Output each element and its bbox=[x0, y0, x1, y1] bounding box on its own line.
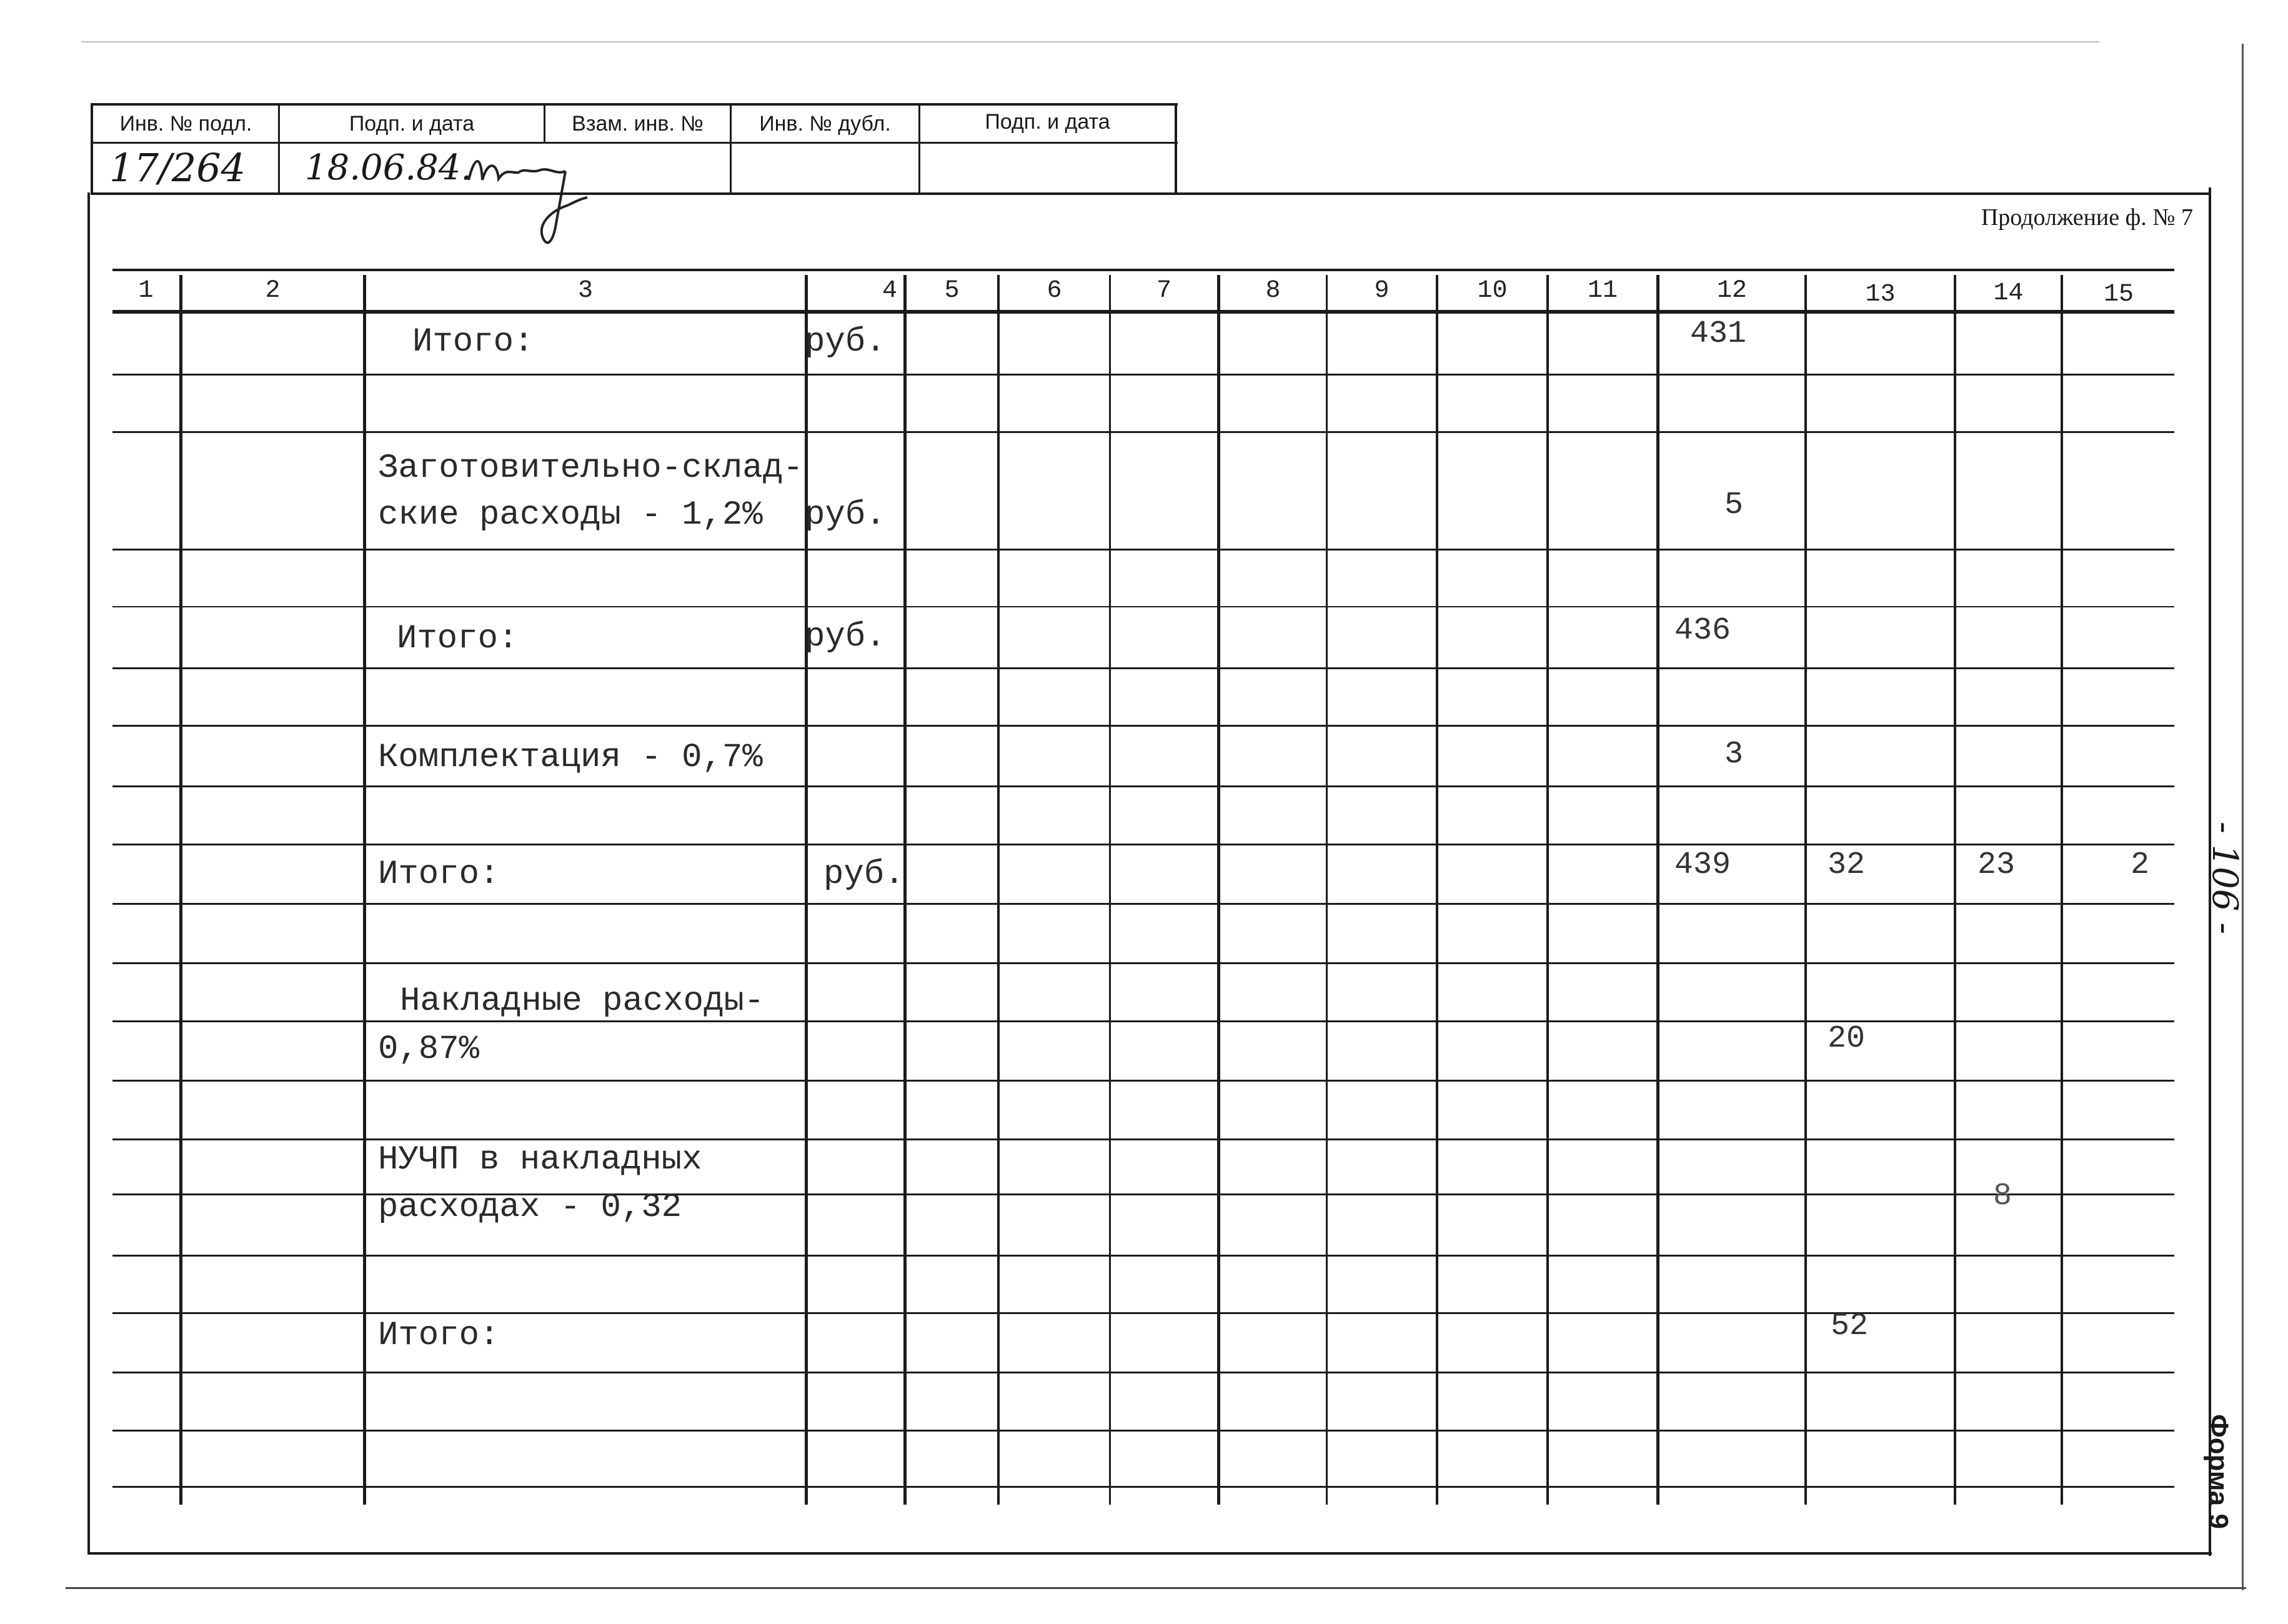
col-num-15: 15 bbox=[2103, 281, 2134, 309]
row-6-name-line-1: Накладные расходы- bbox=[400, 982, 765, 1020]
stamp-header-sign-date-2: Подп. и дата bbox=[985, 110, 1110, 134]
row-5-name: Итого: bbox=[378, 855, 500, 894]
stamp-header-inv-no: Инв. № подл. bbox=[119, 112, 252, 136]
stamp-header-duplicate-inv: Инв. № дубл. bbox=[759, 112, 891, 136]
row-4-col12: 3 bbox=[1724, 737, 1744, 772]
row-8-col13: 52 bbox=[1831, 1308, 1869, 1344]
row-5-col14: 23 bbox=[1977, 847, 2016, 883]
col-num-9: 9 bbox=[1374, 277, 1390, 305]
row-6-name-line-2: 0,87% bbox=[378, 1030, 480, 1069]
col-num-8: 8 bbox=[1265, 277, 1281, 305]
stamp-sign-date: 18.06.84. bbox=[305, 147, 472, 188]
row-1-name: Итого: bbox=[412, 323, 534, 361]
row-1-unit: руб. bbox=[805, 323, 886, 361]
row-2-name-line-1: Заготовительно-склад- bbox=[378, 449, 803, 487]
stamp-header-sign-date: Подп. и дата bbox=[349, 112, 475, 136]
row-5-col15: 2 bbox=[2131, 847, 2150, 883]
continuation-label: Продолжение ф. № 7 bbox=[1981, 204, 2193, 231]
col-num-12: 12 bbox=[1716, 277, 1747, 305]
col-num-5: 5 bbox=[944, 277, 960, 305]
col-num-4: 4 bbox=[882, 277, 897, 305]
row-4-name: Комплектация - 0,7% bbox=[378, 739, 763, 777]
row-2-unit: руб. bbox=[805, 496, 886, 534]
col-num-1: 1 bbox=[138, 277, 154, 305]
row-7-name-line-2: расходах - 0,32 bbox=[378, 1188, 682, 1227]
row-5-unit: руб. bbox=[823, 855, 905, 894]
signature bbox=[462, 149, 612, 255]
row-3-col12: 436 bbox=[1674, 613, 1731, 649]
row-6-col13: 20 bbox=[1828, 1021, 1866, 1057]
col-num-10: 10 bbox=[1477, 277, 1508, 305]
row-3-unit: руб. bbox=[805, 618, 886, 656]
stamp-inv-number: 17/264 bbox=[109, 145, 246, 191]
page-number: - 106 - bbox=[2204, 821, 2245, 935]
row-5-col12: 439 bbox=[1674, 847, 1731, 883]
stamp-header-replacement-inv: Взам. инв. № bbox=[572, 112, 704, 136]
row-7-name-line-1: НУЧП в накладных bbox=[378, 1141, 702, 1179]
col-num-14: 14 bbox=[1993, 279, 2024, 307]
col-num-6: 6 bbox=[1047, 277, 1062, 305]
row-2-col12: 5 bbox=[1724, 487, 1744, 523]
row-2-name-line-2: ские расходы - 1,2% bbox=[378, 496, 763, 534]
col-num-13: 13 bbox=[1865, 281, 1896, 309]
row-3-name: Итого: bbox=[397, 620, 519, 658]
col-num-11: 11 bbox=[1587, 277, 1618, 305]
row-8-name: Итого: bbox=[378, 1317, 500, 1355]
row-5-col13: 32 bbox=[1828, 847, 1866, 883]
row-7-col14: 8 bbox=[1993, 1178, 2012, 1214]
col-num-7: 7 bbox=[1156, 277, 1171, 305]
form-label: Форма 9 bbox=[2203, 1414, 2234, 1529]
row-1-col12: 431 bbox=[1690, 316, 1747, 352]
col-num-2: 2 bbox=[265, 277, 281, 305]
col-num-3: 3 bbox=[577, 277, 593, 305]
